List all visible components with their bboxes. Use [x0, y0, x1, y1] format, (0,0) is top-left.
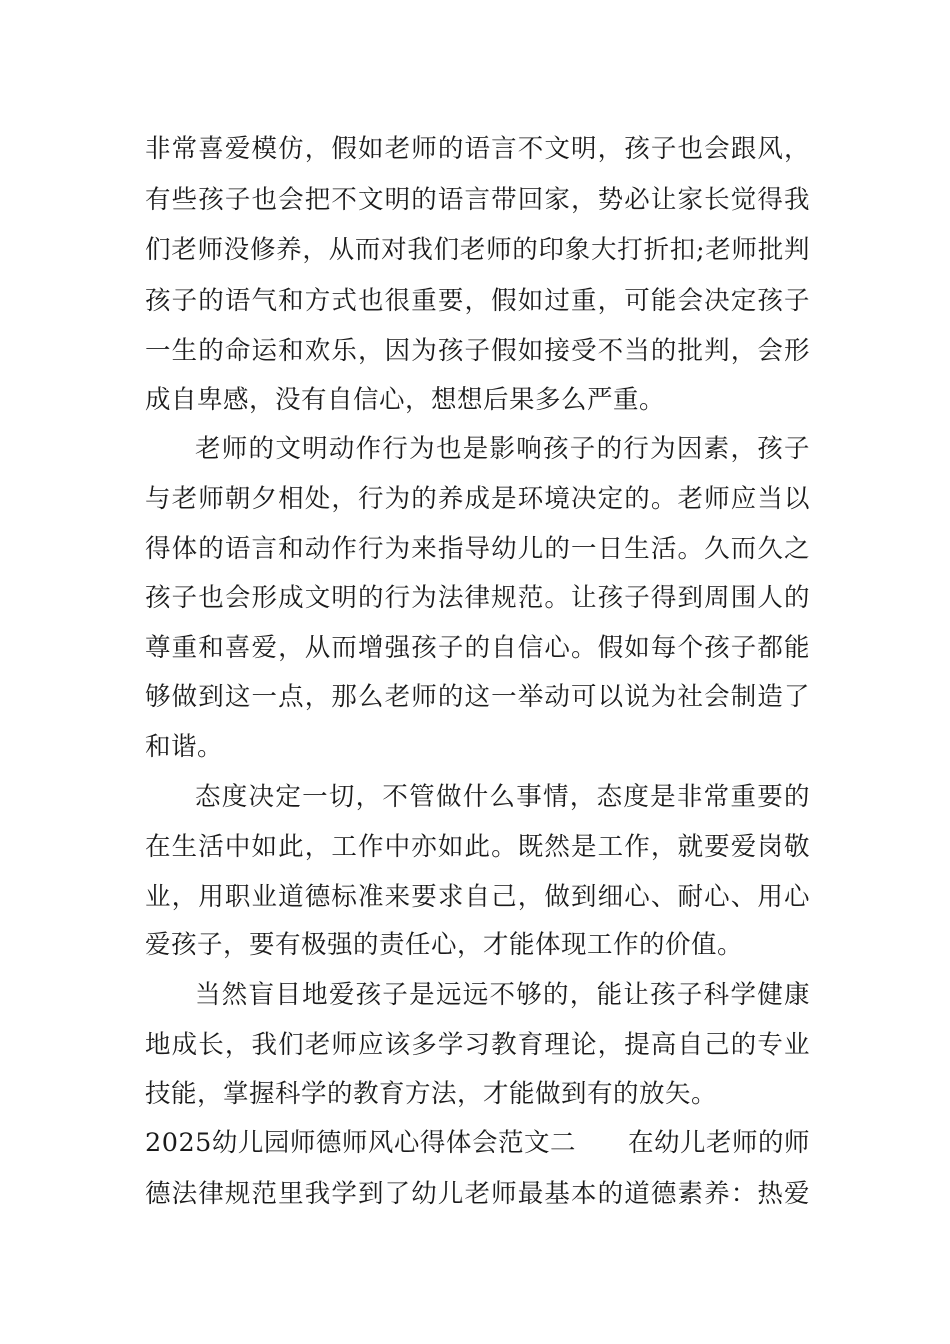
text-line: 与老师朝夕相处，行为的养成是环境决定的。老师应当以: [145, 484, 810, 514]
text-line: 成自卑感，没有自信心，想想后果多么严重。: [145, 385, 666, 415]
text-line: 们老师没修养，从而对我们老师的印象大打折扣;老师批判: [145, 235, 810, 265]
text-line-paragraph-start: 当然盲目地爱孩子是远远不够的，能让孩子科学健康: [195, 980, 810, 1010]
text-line: 地成长，我们老师应该多学习教育理论，提高自己的专业: [145, 1030, 810, 1060]
text-line: 技能，掌握科学的教育方法，才能做到有的放矢。: [145, 1079, 718, 1109]
text-line-paragraph-start: 态度决定一切，不管做什么事情，态度是非常重要的: [195, 782, 810, 812]
text-line: 业，用职业道德标准来要求自己，做到细心、耐心、用心: [145, 882, 810, 912]
text-line: 爱孩子，要有极强的责任心，才能体现工作的价值。: [145, 930, 744, 960]
section-heading-line: 2025幼儿园师德师风心得体会范文二 在幼儿老师的师: [145, 1128, 810, 1158]
text-line: 得体的语言和动作行为来指导幼儿的一日生活。久而久之: [145, 534, 810, 564]
text-line: 孩子也会形成文明的行为法律规范。让孩子得到周围人的: [145, 583, 810, 613]
text-line: 尊重和喜爱，从而增强孩子的自信心。假如每个孩子都能: [145, 633, 810, 663]
text-line: 在生活中如此，工作中亦如此。既然是工作，就要爱岗敬: [145, 832, 810, 862]
text-line: 非常喜爱模仿，假如老师的语言不文明，孩子也会跟风，: [145, 134, 810, 164]
text-line: 德法律规范里我学到了幼儿老师最基本的道德素养：热爱: [145, 1179, 810, 1209]
text-line: 有些孩子也会把不文明的语言带回家，势必让家长觉得我: [145, 185, 810, 215]
text-line: 够做到这一点，那么老师的这一举动可以说为社会制造了: [145, 682, 810, 712]
text-line: 和谐。: [145, 732, 224, 762]
text-line: 孩子的语气和方式也很重要，假如过重，可能会决定孩子: [145, 286, 810, 316]
text-line: 一生的命运和欢乐，因为孩子假如接受不当的批判，会形: [145, 336, 810, 366]
text-line-paragraph-start: 老师的文明动作行为也是影响孩子的行为因素，孩子: [195, 434, 810, 464]
